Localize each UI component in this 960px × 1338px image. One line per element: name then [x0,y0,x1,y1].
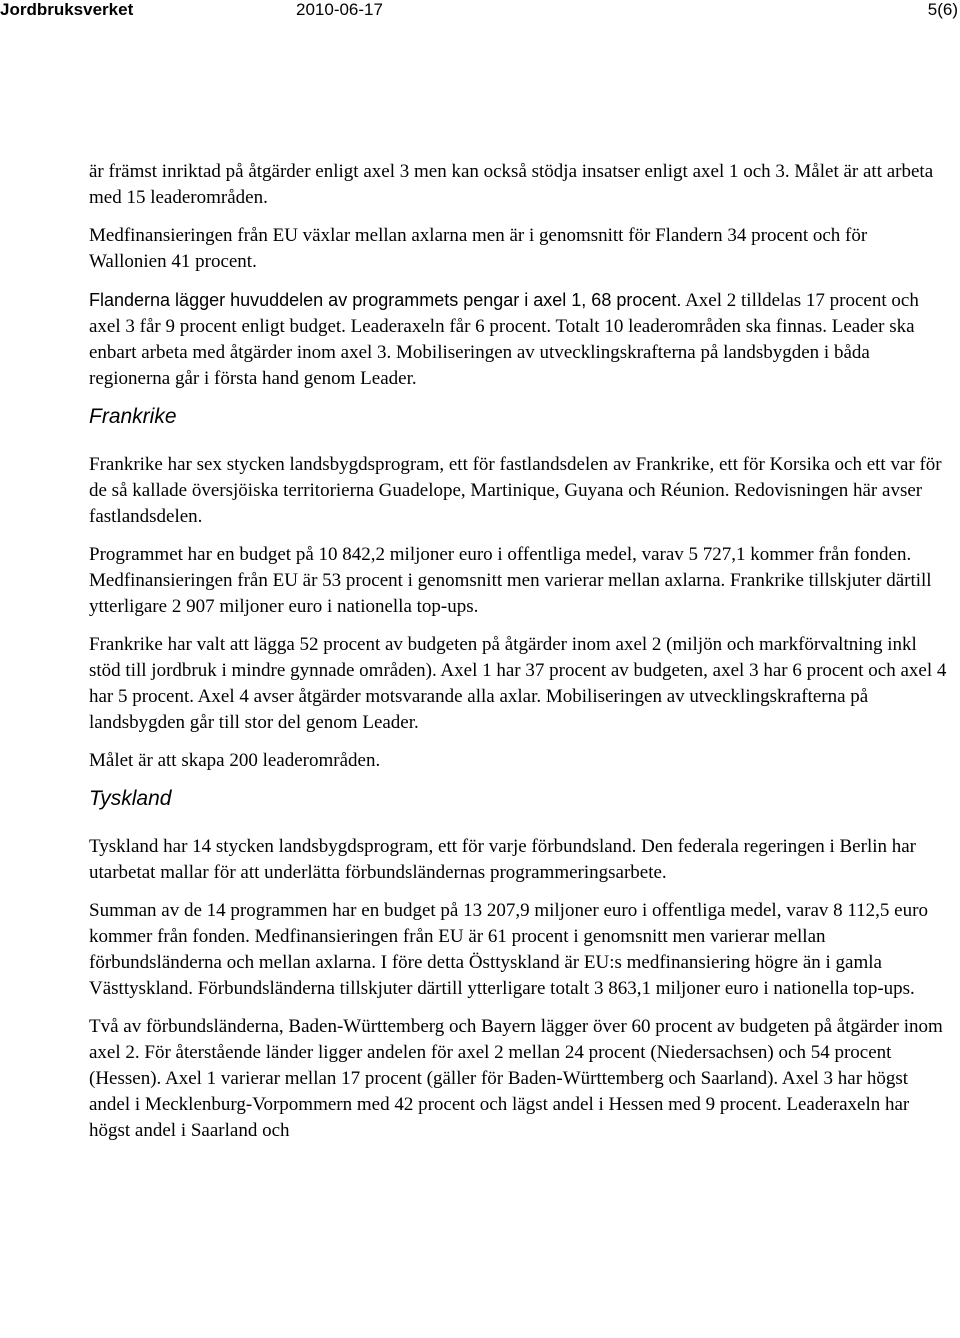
paragraph-frankrike-goal: Målet är att skapa 200 leaderområden. [89,750,381,771]
paragraph-tyskland-programs: Tyskland har 14 stycken landsbygdsprogram, ett för varje förbundsland. Den federala regeringen i Berlin har utarbetat mallar för att underlätta förbundsländernas programmeringsarbete. [89,836,917,883]
paragraph-segment: Flanderna lägger huvuddelen av programmets pengar i axel 1, 68 procent. [89,290,682,310]
paragraph-leader-belgium: är främst inriktad på åtgärder enligt axel 3 men kan också stödja insatser enligt axel 1 och 3. Målet är att arbeta med 15 leaderområden. [89,161,934,208]
document-body [89,159,949,1156]
paragraph-tyskland-axes: Två av förbundsländerna, Baden-Württemberg och Bayern lägger över 60 procent av budgeten på åtgärder inom axel 2. För återstående länder ligger andelen för axel 2 mellan 24 procent (Niedersachsen) och 54 procent (Hessen). Axel 1 varierar mellan 17 procent (gäller för Baden-Württemberg och Saarland). Axel 3 har högst andel i Mecklenburg-Vorpommern med 42 procent och lägst andel i Hessen med 9 procent. Leaderaxeln har högst andel i Saarland och [89,1016,943,1141]
page-number: 5(6) [927,0,958,19]
paragraph-segment: Axel 2 tilldelas 17 procent och axel 3 får 9 procent enligt budget. Leaderaxeln får 6 procent. Totalt 10 leaderområden ska finnas. Leader ska enbart arbeta med åtgärder inom axel 3. Mobiliseringen av utvecklingskrafterna på landsbygden i båda regionerna går i första hand genom Leader. [89,290,919,389]
document-date: 2010-06-17 [296,0,383,19]
paragraph-tyskland-budget: Summan av de 14 programmen har en budget på 13 207,9 miljoner euro i offentliga medel, varav 8 112,5 euro kommer från fonden. Medfinansieringen från EU är 61 procent i genomsnitt men varierar mellan förbundsländerna och mellan axlarna. I före detta Östtyskland är EU:s medfinansiering högre än i gamla Västtyskland. Förbundsländerna tillskjuter därtill ytterligare totalt 3 863,1 miljoner euro i nationella top-ups. [89,900,928,999]
section-heading-tyskland: Tyskland [89,787,172,810]
paragraph-frankrike-programs: Frankrike har sex stycken landsbygdsprogram, ett för fastlandsdelen av Frankrike, ett för Korsika och ett var för de så kallade översjöiska territorierna Guadelope, Martinique, Guyana och Réunion. Redovisningen här avser fastlandsdelen. [89,454,942,527]
organization-name: Jordbruksverket [0,0,134,19]
page-header [0,0,960,24]
paragraph-cofinancing-belgium: Medfinansieringen från EU växlar mellan axlarna men är i genomsnitt för Flandern 34 procent och för Wallonien 41 procent. [89,225,868,272]
paragraph-flanders-budget [89,287,949,392]
paragraph-frankrike-axes: Frankrike har valt att lägga 52 procent av budgeten på åtgärder inom axel 2 (miljön och markförvaltning inkl stöd till jordbruk i mindre gynnade områden). Axel 1 har 37 procent av budgeten, axel 3 har 6 procent och axel 4 har 5 procent. Axel 4 avser åtgärder motsvarande alla axlar. Mobiliseringen av utvecklingskrafterna på landsbygden går till stor del genom Leader. [89,634,947,733]
section-heading-frankrike: Frankrike [89,405,177,428]
paragraph-frankrike-budget: Programmet har en budget på 10 842,2 miljoner euro i offentliga medel, varav 5 727,1 kommer från fonden. Medfinansieringen från EU är 53 procent i genomsnitt men varierar mellan axlarna. Frankrike tillskjuter därtill ytterligare 2 907 miljoner euro i nationella top-ups. [89,544,932,617]
